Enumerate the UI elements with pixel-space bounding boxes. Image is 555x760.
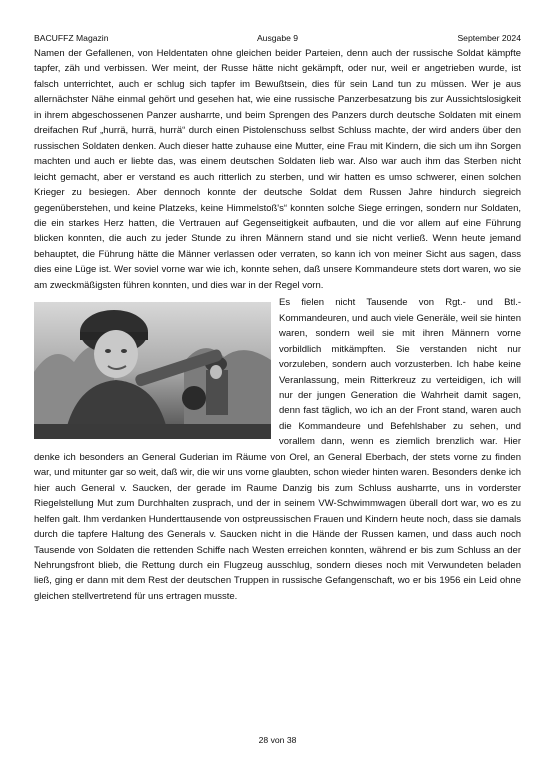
magazine-title: BACUFFZ Magazin [34,33,109,43]
article-body [34,46,521,606]
issue-date: September 2024 [457,33,521,43]
issue-label: Ausgabe 9 [256,33,299,43]
soldiers-photo [34,302,271,439]
page-header [34,31,521,45]
paragraph-1: Namen der Gefallenen, von Heldentaten ohne gleichen beider Parteien, denn auch der russische Soldat kämpfte tapfer, zäh und verbissen. Wer meint, der Russe hätte nicht gekämpft, oder nur, weil er angetrieben wurde, ist falsch unterrichtet, auch er schlug sich tapfer im Bewußtsein, dies für sein Land tun zu müssen. Wer je aus allernächster Nähe einmal gehört und gesehen hat, wie eine russische Panzerbesatzung bis zur Aussichtslosigkeit in ihrem abgeschossenen Panzer ausharrte, und beim Sprengen des Panzers durch deutsche Soldaten mit einem dreifachen Ruf „hurrä, hurrä, hurrä“ durch einen Pistolenschuss selbst Schluss machte, der wird anders über den russischen Soldaten denken. Auch dieser hatte zuhause eine Mutter, eine Frau mit Kindern, die sich um ihn Sorgen machten und auch er liebte das, was einem deutschen Soldaten lieb war. Also war auch ihm das Sterben nicht leicht gemacht, aber er verstand es auch ritterlich zu sterben, und wir hatten es umso schwerer, einen solchen Krieger zu besiegen. Aber dennoch konnte der deutsche Soldat dem Russen Jahre hindurch siegreich gegenüberstehen, und keine Platzeks, keine Himmelstoß's“ konnten solche Siege erringen, sondern nur Soldaten, die ein starkes Herz hatten, die Vertrauen auf Gegenseitigkeit aufbauten, und die vor allem auf eine Führung blicken konnten, die auch zu jeder Stunde zu ihren Männern stand und sie nicht verließ. Wenn heute jemand behauptet, die Führung hätte die Männer verlassen oder verraten, so kann ich von meiner Sicht aus sagen, dass dies eine Lüge ist. Wer soviel vorne war wie ich, konnte sehen, daß unsere Kommandeure stets dort waren, wo sie am zweckmäßigsten führen konnten, und dies war in der Regel vorn. [34,48,521,291]
page-number: 28 von 38 [258,735,297,745]
paragraph-2: Es fielen nicht Tausende von Rgt.- und Btl.-Kommandeuren, und auch viele Generäle, weil sie hinten waren, sondern weil sie mit ihren Männern vorne vorbildlich mitkämpften. Sie verstanden nicht nur vorzuleben, sondern auch vorzusterben. Ich habe keine Veranlassung, mein Ritterkreuz zu verteidigen, ich will nur der jungen Generation die Wahrheit damit sagen, denn fast täglich, wo ich an der Front stand, waren auch die Kommandeure und Befehlshaber zu sehen, und vorallem dann, wenn es ziemlich brenzlich war. Hier denke ich besonders an General Guderian im Räume von Orel, an General Eberbach, der stets vorne zu finden war, und mitunter gar so weit, daß wir, die wir uns vorne glaubten, schon wieder hinten waren. Besonders denke ich hier auch General v. Saucken, der gerade im Raume Danzig bis zum Schluss ausharrte, uns in vorderster Riegelstellung Mut zum Durchhalten zusprach, und der in seinem VW-Schwimmwagen überall dort war, wo es zu helfen galt. Ihm verdanken Hunderttausende von ostpreussischen Frauen und Kindern heute noch, dass sie damals durch die tapfere Haltung des Generals v. Saucken nicht in die Hände der Russen kamen, und dass auch noch Tausende von Soldaten die rettenden Schiffe nach Westen erreichen konnten, während er bis zum Schluss an der Nehrungsfront blieb, die Rettung durch ein Flugzeug ausschlug, sondern dieses noch mit Verwundeten beladen ließ, ging er dann mit dem Rest der deutschen Truppen in russische Gefangenschaft, wo er bis 1956 ein Leid ohne gleichen stellvertretend für uns ertragen musste. [34,297,521,602]
